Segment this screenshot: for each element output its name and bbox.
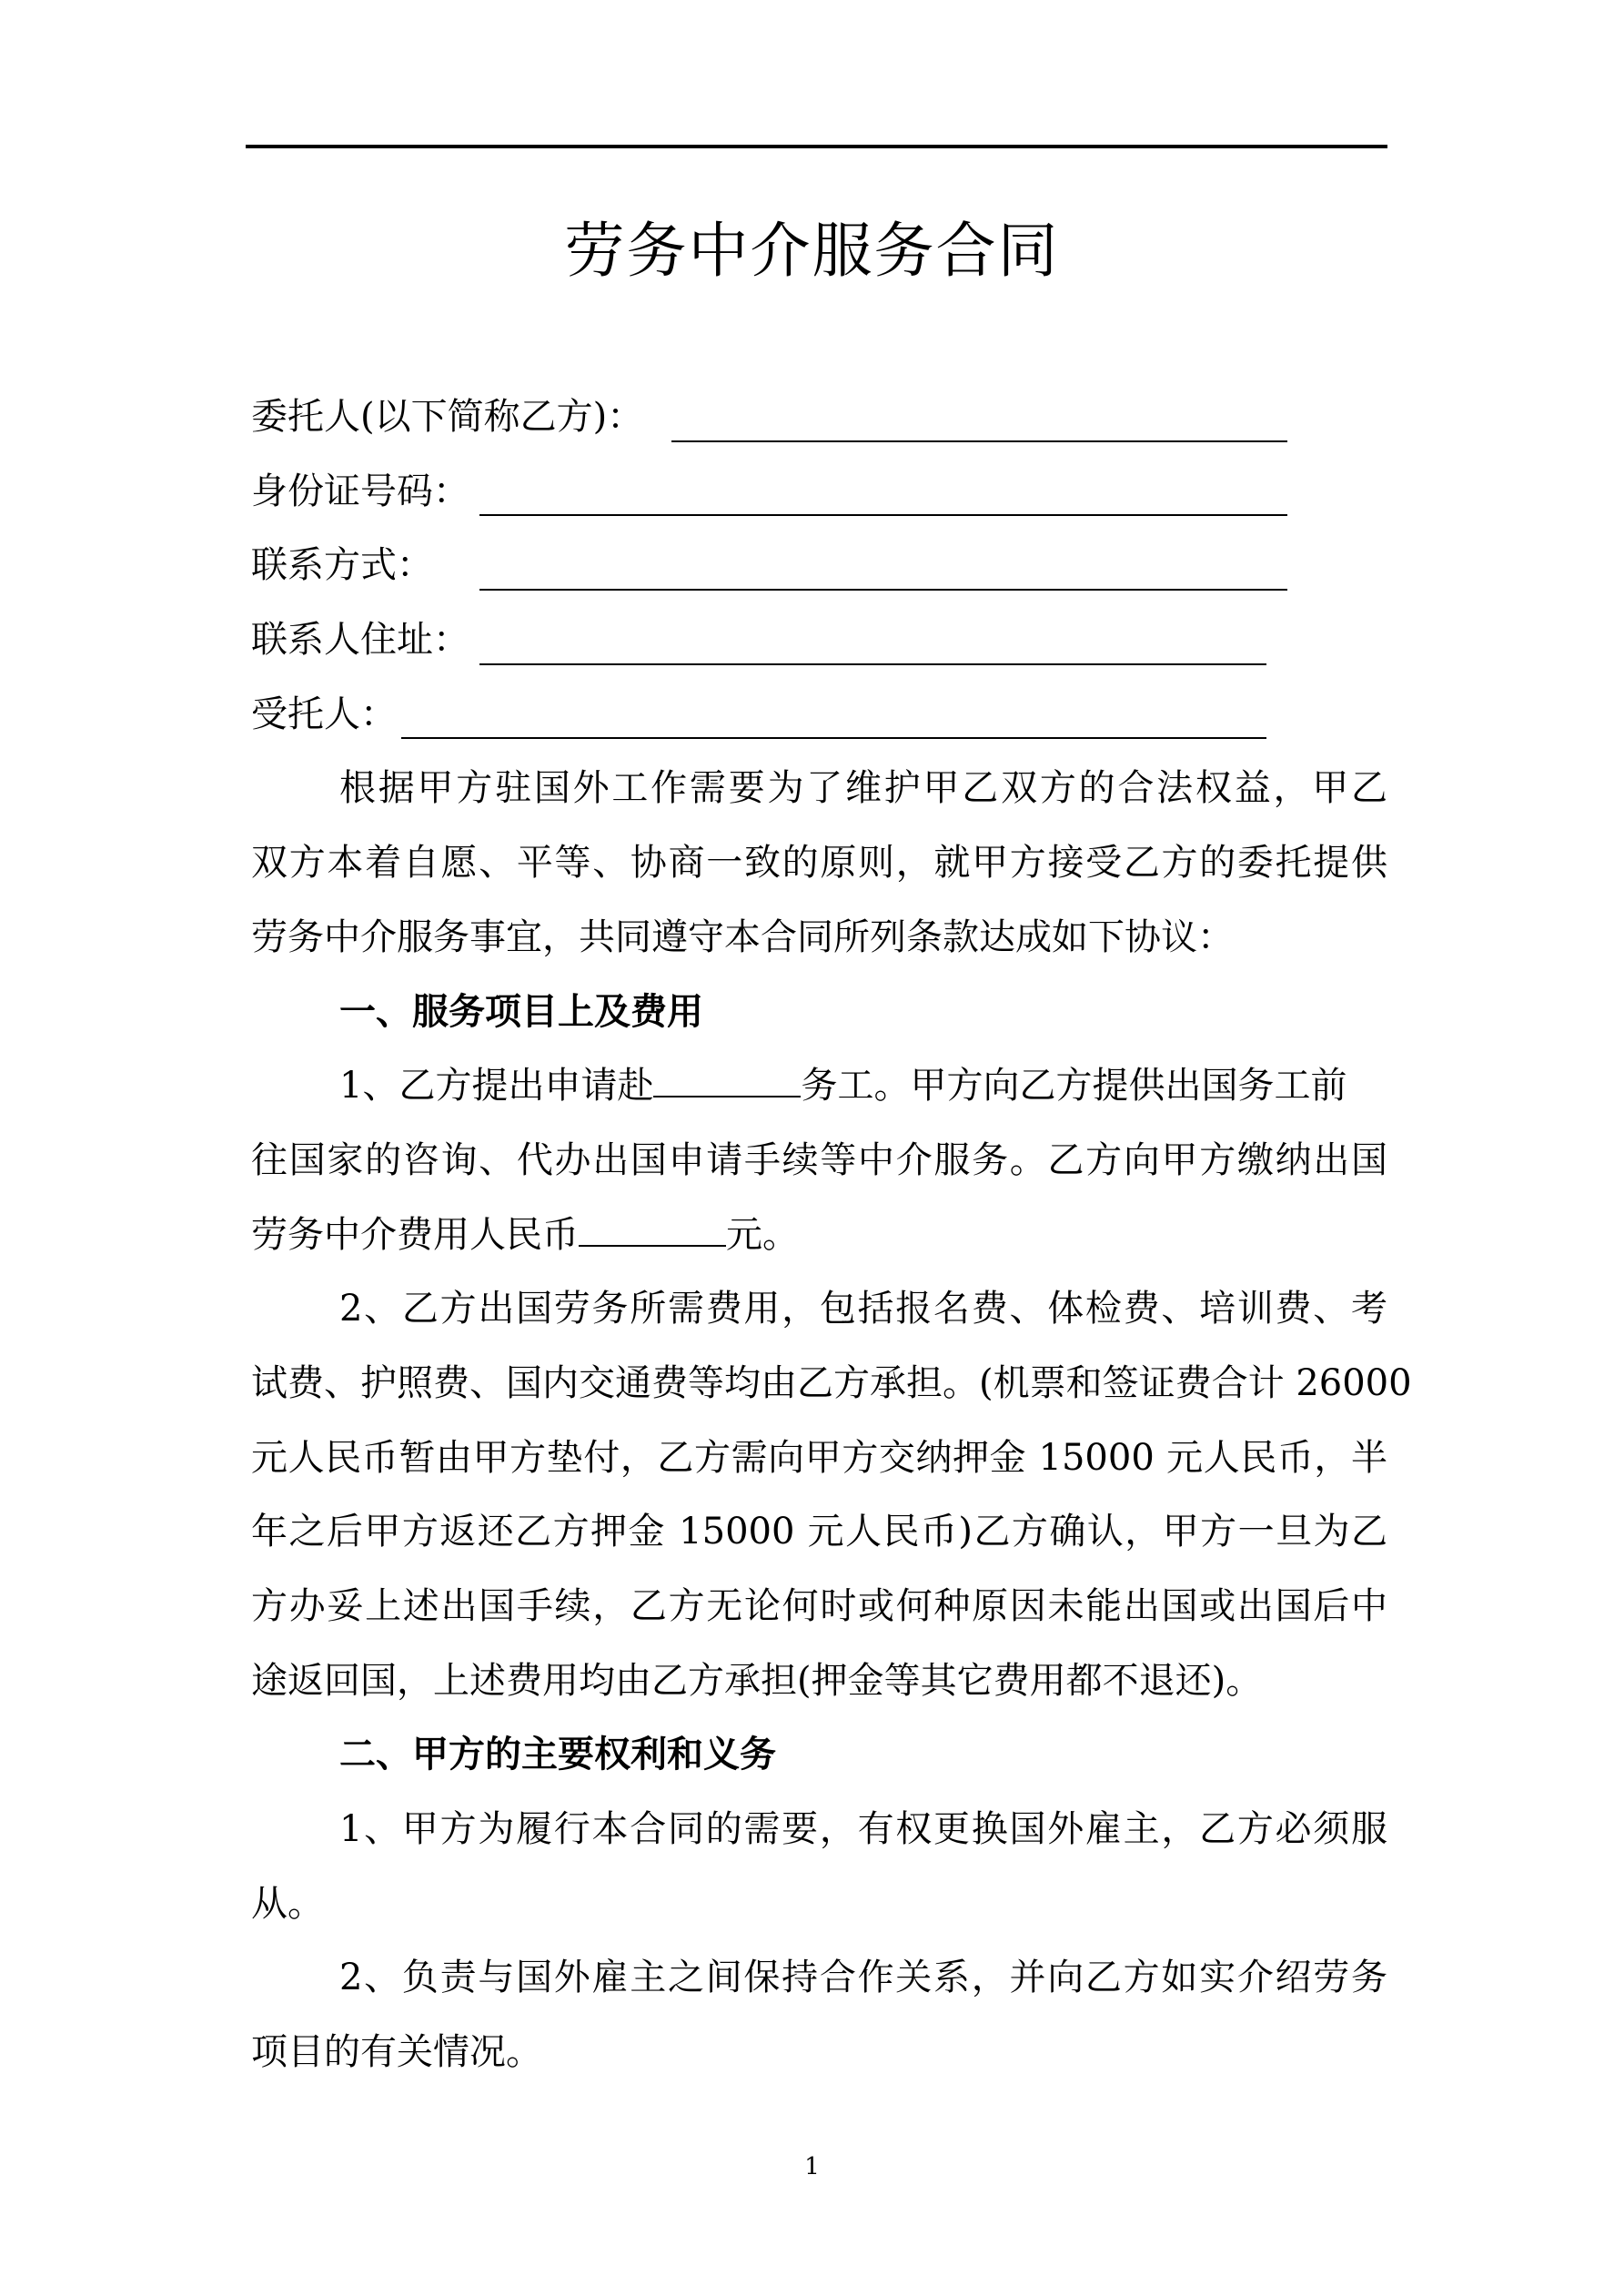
paragraph-line: 年之后甲方返还乙方押金 15000 元人民币)乙方确认，甲方一旦为乙 — [251, 1511, 1387, 1553]
field-principal — [251, 380, 1387, 455]
page-number: 1 — [804, 2153, 820, 2180]
field-label: 身份证号码： — [251, 470, 469, 512]
intro-line: 劳务中介服务事宜，共同遵守本合同所列条款达成如下协议： — [251, 915, 1234, 958]
text: 元。 — [726, 1213, 799, 1256]
paragraph-line — [251, 1199, 1387, 1273]
field-label: 联系方式： — [251, 544, 433, 587]
field-blank[interactable] — [479, 514, 1287, 516]
paragraph-line: 往国家的咨询、代办出国申请手续等中介服务。乙方向甲方缴纳出国 — [251, 1138, 1387, 1181]
header-rule — [246, 145, 1387, 148]
section-heading: 二、甲方的主要权利和义务 — [339, 1734, 776, 1776]
paragraph-line: 方办妥上述出国手续，乙方无论何时或何种原因未能出国或出国后中 — [251, 1585, 1387, 1627]
field-label: 委托人(以下简称乙方)： — [251, 396, 644, 438]
field-blank[interactable] — [479, 663, 1266, 665]
document-body — [251, 380, 1412, 2090]
paragraph-line: 从。 — [251, 1882, 324, 1925]
field-blank[interactable] — [671, 440, 1287, 442]
paragraph-line: 试费、护照费、国内交通费等均由乙方承担。(机票和签证费合计 26000 — [251, 1361, 1412, 1404]
field-blank[interactable] — [401, 737, 1266, 739]
field-address — [251, 603, 1387, 678]
paragraph-line — [251, 1049, 1387, 1124]
paragraph-line: 2、负责与国外雇主之间保持合作关系，并向乙方如实介绍劳务 — [339, 1957, 1387, 1999]
field-label: 受托人： — [251, 693, 397, 735]
field-label: 联系人住址： — [251, 619, 469, 662]
paragraph-line: 元人民币暂由甲方垫付，乙方需向甲方交纳押金 15000 元人民币，半 — [251, 1436, 1387, 1479]
field-contact — [251, 529, 1387, 603]
paragraph-line: 2、乙方出国劳务所需费用，包括报名费、体检费、培训费、考 — [339, 1288, 1387, 1330]
intro-line: 双方本着自愿、平等、协商一致的原则，就甲方接受乙方的委托提供 — [251, 842, 1387, 885]
field-agent — [251, 678, 1387, 753]
field-blank[interactable] — [479, 589, 1287, 591]
fee-blank[interactable] — [579, 1214, 726, 1247]
field-id-number — [251, 455, 1387, 530]
destination-blank[interactable] — [653, 1065, 801, 1097]
text: 劳务中介费用人民币 — [251, 1213, 579, 1256]
document-title: 劳务中介服务合同 — [564, 216, 1060, 286]
text: 务工。甲方向乙方提供出国务工前 — [801, 1065, 1347, 1108]
paragraph-line: 途返回国，上述费用均由乙方承担(押金等其它费用都不退还)。 — [251, 1659, 1263, 1702]
text: 1、乙方提出申请赴 — [339, 1065, 654, 1108]
intro-line: 根据甲方驻国外工作需要为了维护甲乙双方的合法权益，甲乙 — [339, 767, 1387, 810]
section-heading: 一、服务项目上及费用 — [339, 990, 703, 1033]
paragraph-line: 项目的有关情况。 — [251, 2031, 542, 2074]
paragraph-line: 1、甲方为履行本合同的需要，有权更换国外雇主，乙方必须服 — [339, 1808, 1387, 1851]
